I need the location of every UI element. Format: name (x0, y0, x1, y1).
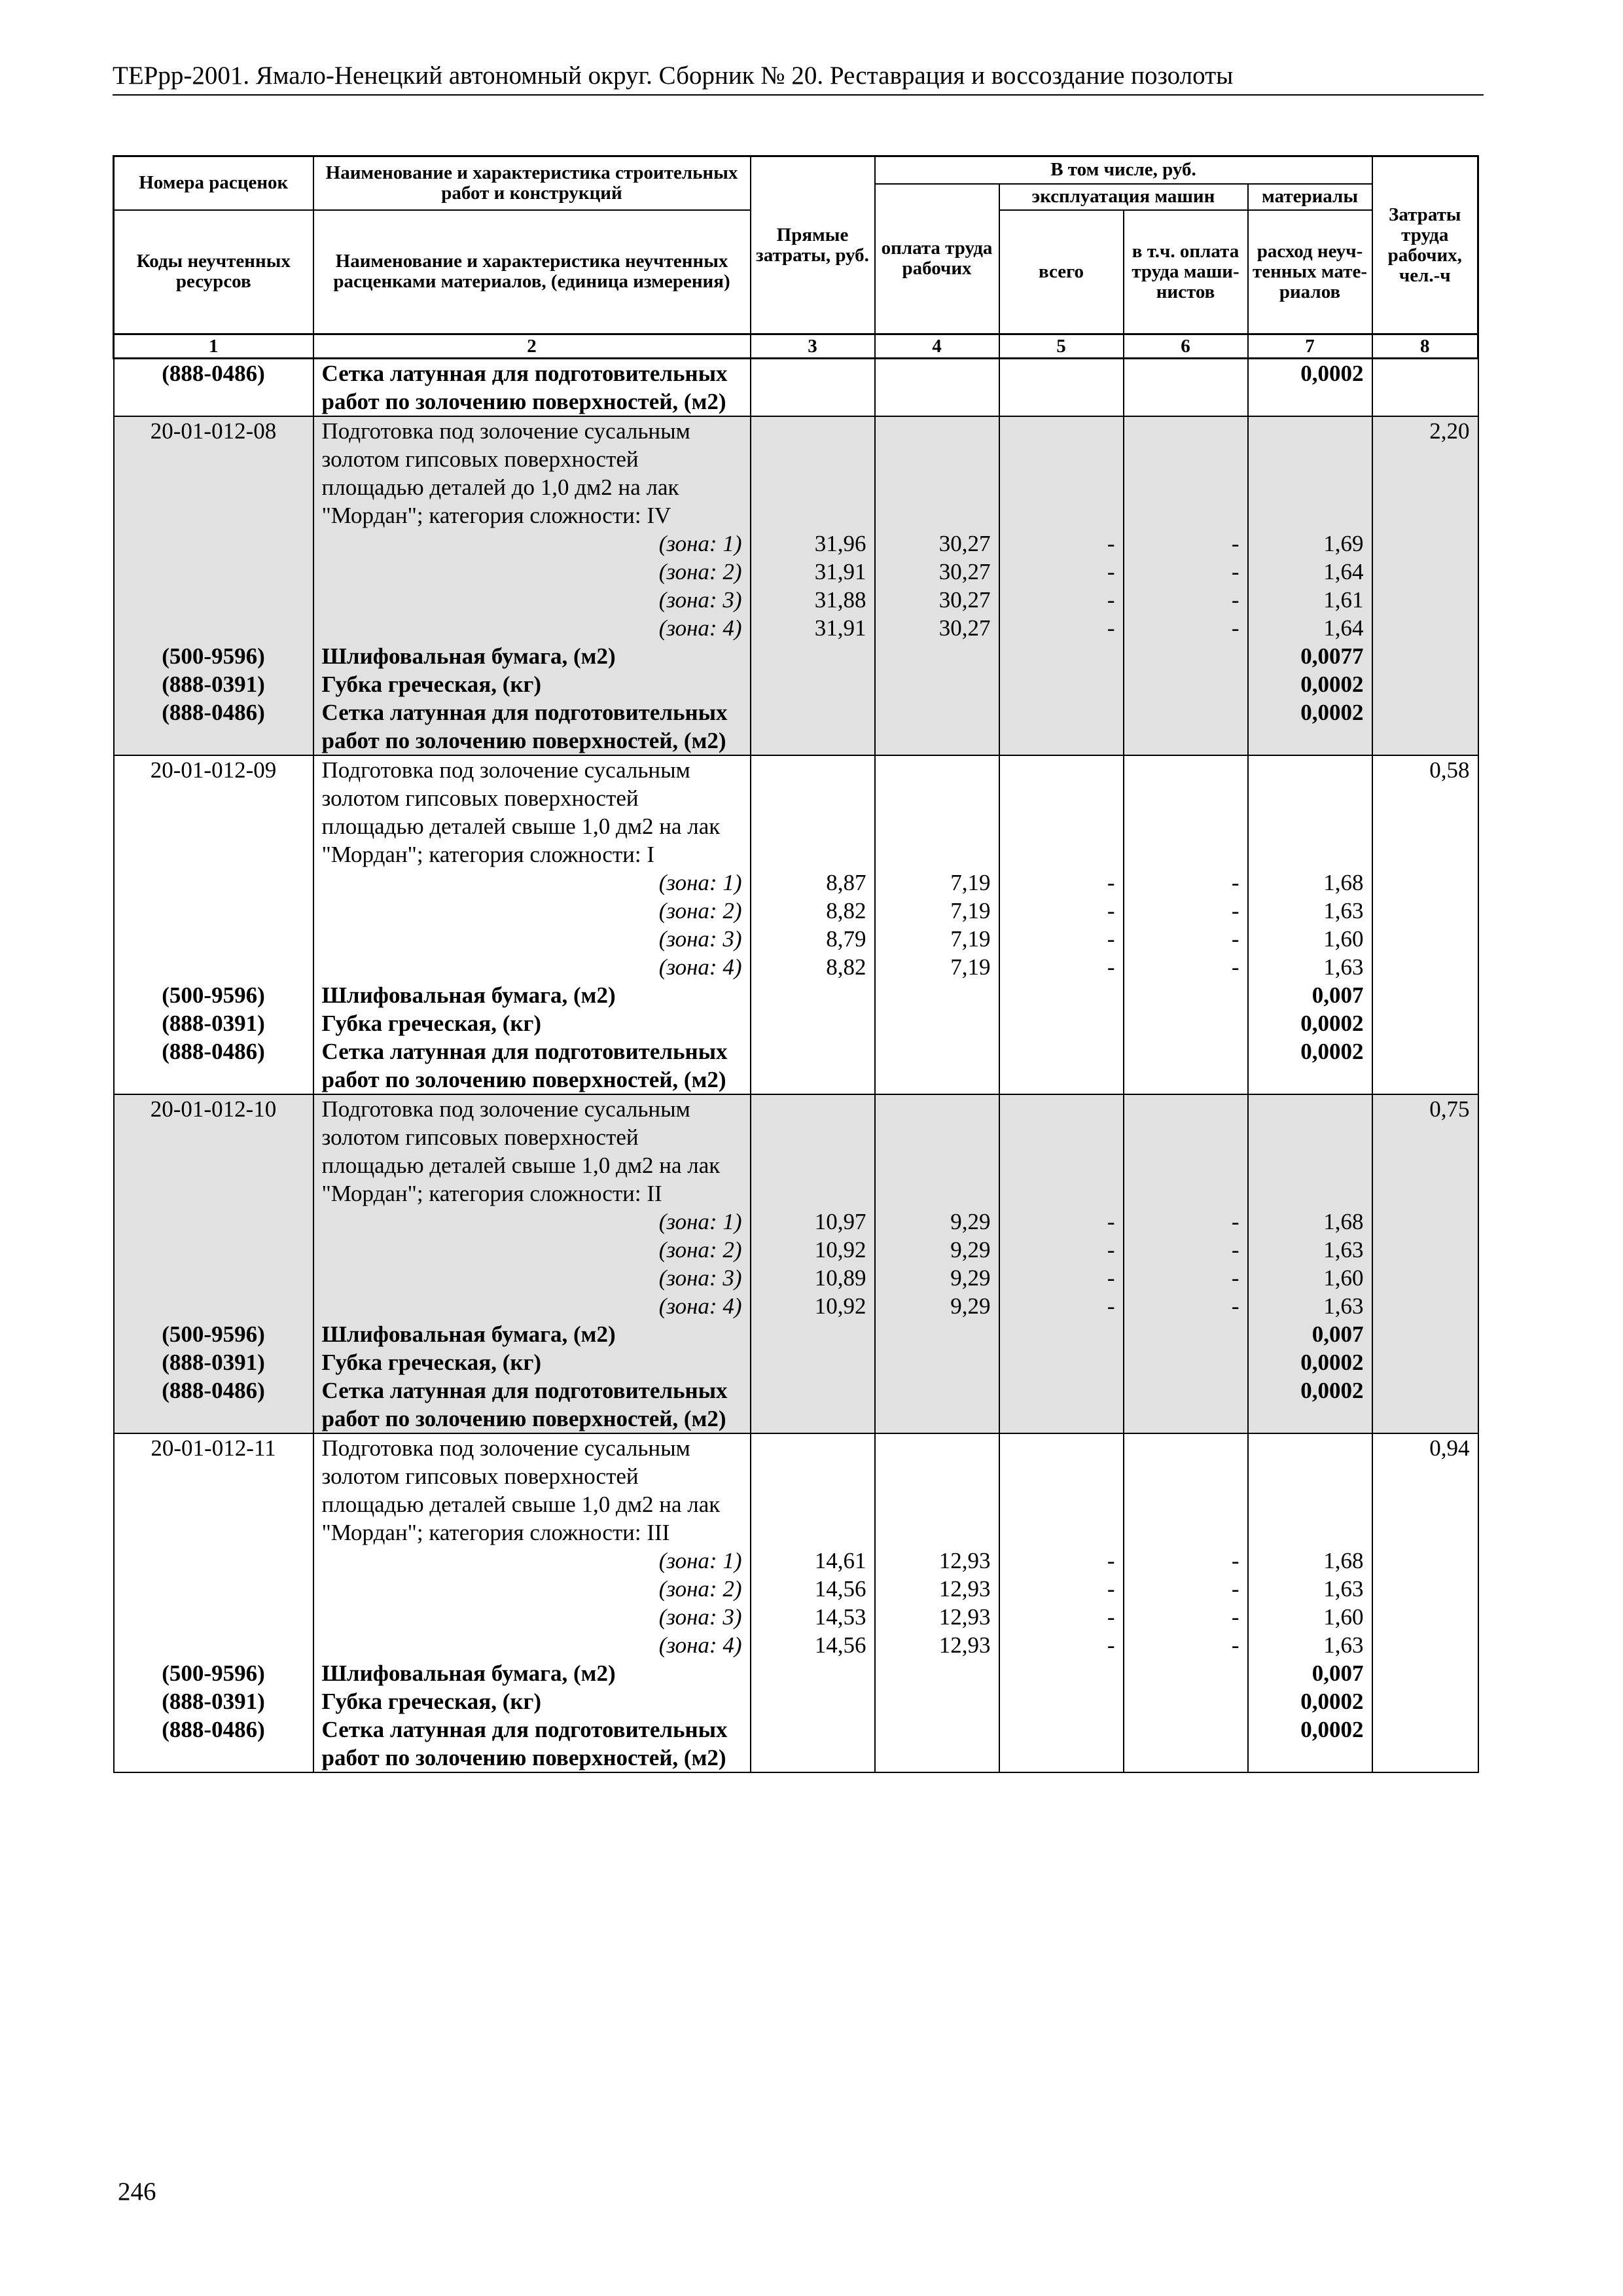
resource-name: Сетка латунная для подготовительных работ по золочению поверхностей, (м2) (313, 1037, 751, 1094)
column-number: 3 (751, 334, 875, 359)
rates-table (113, 155, 1479, 1773)
rate-block (114, 755, 1478, 1094)
resource-consumption: 0,0002 (1248, 698, 1372, 755)
direct-costs: 10,92 (751, 1236, 875, 1264)
materials-cost: 1,63 (1248, 1631, 1372, 1659)
direct-costs: 14,56 (751, 1631, 875, 1659)
column-number: 4 (875, 334, 999, 359)
labor-costs: 0,94 (1372, 1433, 1478, 1547)
rate-name: Подготовка под золочение сусальным золотом гипсовых поверхностей площадью деталей свыше 1,0 дм2 на лак "Мордан"; категория сложности: II (313, 1094, 751, 1208)
operator-pay: - (1124, 586, 1248, 614)
resource-code: (888-0391) (114, 1348, 313, 1376)
operator-pay: - (1124, 1547, 1248, 1575)
header-material-consumption: расход неуч-тенных мате-риалов (1248, 210, 1372, 334)
header-work-name: Наименование и характеристика строительных работ и конструкций (313, 156, 751, 210)
direct-costs: 8,82 (751, 897, 875, 925)
operator-pay: - (1124, 1236, 1248, 1264)
resource-code: (888-0486) (114, 1715, 313, 1772)
direct-costs: 14,53 (751, 1603, 875, 1631)
zone-label: (зона: 3) (313, 1264, 751, 1292)
rate-code: 20-01-012-09 (114, 755, 313, 869)
zone-row (114, 1547, 1478, 1575)
resource-row (114, 1715, 1478, 1772)
resource-consumption: 0,0002 (1248, 1715, 1372, 1772)
materials-cost: 1,69 (1248, 529, 1372, 558)
machine-total: - (999, 1264, 1124, 1292)
machine-total: - (999, 529, 1124, 558)
zone-row (114, 1236, 1478, 1264)
rate-row (114, 755, 1478, 869)
resource-name: Сетка латунная для подготовительных работ по золочению поверхностей, (м2) (313, 359, 751, 417)
resource-consumption: 0,007 (1248, 1320, 1372, 1348)
zone-row (114, 953, 1478, 981)
materials-cost: 1,68 (1248, 1547, 1372, 1575)
resource-consumption: 0,0077 (1248, 642, 1372, 670)
operator-pay: - (1124, 897, 1248, 925)
resource-row (114, 1687, 1478, 1715)
column-number: 1 (114, 334, 313, 359)
table-header (114, 156, 1478, 359)
materials-cost: 1,63 (1248, 953, 1372, 981)
materials-cost: 1,64 (1248, 558, 1372, 586)
zone-label: (зона: 2) (313, 897, 751, 925)
rate-row (114, 1433, 1478, 1547)
rate-block (114, 1094, 1478, 1433)
resource-code: (500-9596) (114, 1320, 313, 1348)
resource-row (114, 642, 1478, 670)
zone-row (114, 869, 1478, 897)
machine-total: - (999, 614, 1124, 642)
operator-pay: - (1124, 1603, 1248, 1631)
operator-pay: - (1124, 529, 1248, 558)
zone-row (114, 1292, 1478, 1320)
machine-total: - (999, 1547, 1124, 1575)
zone-label: (зона: 1) (313, 1547, 751, 1575)
zone-row (114, 925, 1478, 953)
worker-pay: 12,93 (875, 1575, 999, 1603)
worker-pay: 12,93 (875, 1603, 999, 1631)
zone-label: (зона: 2) (313, 558, 751, 586)
resource-name: Шлифовальная бумага, (м2) (313, 981, 751, 1009)
resource-consumption: 0,0002 (1248, 1687, 1372, 1715)
zone-row (114, 586, 1478, 614)
materials-cost: 1,60 (1248, 1264, 1372, 1292)
direct-costs: 10,92 (751, 1292, 875, 1320)
operator-pay: - (1124, 869, 1248, 897)
resource-code: (888-0391) (114, 1009, 313, 1037)
operator-pay: - (1124, 1292, 1248, 1320)
zone-row (114, 1208, 1478, 1236)
rate-block (114, 416, 1478, 755)
resource-code: (500-9596) (114, 642, 313, 670)
rate-name: Подготовка под золочение сусальным золотом гипсовых поверхностей площадью деталей свыше 1,0 дм2 на лак "Мордан"; категория сложности: I (313, 755, 751, 869)
worker-pay: 30,27 (875, 586, 999, 614)
resource-name: Сетка латунная для подготовительных работ по золочению поверхностей, (м2) (313, 698, 751, 755)
machine-total: - (999, 1575, 1124, 1603)
resource-name: Сетка латунная для подготовительных работ по золочению поверхностей, (м2) (313, 1715, 751, 1772)
direct-costs: 8,82 (751, 953, 875, 981)
column-number: 5 (999, 334, 1124, 359)
worker-pay: 7,19 (875, 953, 999, 981)
resource-row (114, 1659, 1478, 1687)
worker-pay: 7,19 (875, 897, 999, 925)
resource-consumption: 0,0002 (1248, 1009, 1372, 1037)
resource-code: (500-9596) (114, 1659, 313, 1687)
zone-row (114, 1575, 1478, 1603)
machine-total: - (999, 1603, 1124, 1631)
resource-row (114, 359, 1478, 417)
rate-row (114, 416, 1478, 529)
labor-costs: 2,20 (1372, 416, 1478, 529)
rate-block (114, 1433, 1478, 1772)
resource-row (114, 1348, 1478, 1376)
header-material-name: Наименование и характеристика неучтенных расценками материалов, (единица измерения) (313, 210, 751, 334)
operator-pay: - (1124, 1264, 1248, 1292)
rate-code: 20-01-012-08 (114, 416, 313, 529)
direct-costs: 14,61 (751, 1547, 875, 1575)
resource-code: (888-0486) (114, 1037, 313, 1094)
zone-row (114, 1631, 1478, 1659)
resource-row (114, 1376, 1478, 1433)
header-materials: материалы (1248, 184, 1372, 210)
zone-row (114, 529, 1478, 558)
worker-pay: 30,27 (875, 614, 999, 642)
zone-label: (зона: 4) (313, 1292, 751, 1320)
zone-label: (зона: 4) (313, 1631, 751, 1659)
header-operator-pay: в т.ч. оплата труда маши-нистов (1124, 210, 1248, 334)
rate-code: 20-01-012-10 (114, 1094, 313, 1208)
resource-consumption: 0,0002 (1248, 1348, 1372, 1376)
rate-code: 20-01-012-11 (114, 1433, 313, 1547)
resource-code: (888-0486) (114, 698, 313, 755)
resource-row (114, 670, 1478, 698)
resource-consumption: 0,0002 (1248, 359, 1372, 417)
direct-costs: 8,87 (751, 869, 875, 897)
resource-consumption: 0,0002 (1248, 1037, 1372, 1094)
direct-costs: 10,97 (751, 1208, 875, 1236)
operator-pay: - (1124, 925, 1248, 953)
machine-total: - (999, 869, 1124, 897)
resource-name: Губка греческая, (кг) (313, 1009, 751, 1037)
rate-row (114, 1094, 1478, 1208)
materials-cost: 1,68 (1248, 869, 1372, 897)
zone-label: (зона: 3) (313, 925, 751, 953)
materials-cost: 1,63 (1248, 1575, 1372, 1603)
resource-consumption: 0,007 (1248, 1659, 1372, 1687)
labor-costs: 0,75 (1372, 1094, 1478, 1208)
operator-pay: - (1124, 1575, 1248, 1603)
column-number: 8 (1372, 334, 1478, 359)
resource-name: Губка греческая, (кг) (313, 1687, 751, 1715)
worker-pay: 7,19 (875, 925, 999, 953)
materials-cost: 1,64 (1248, 614, 1372, 642)
zone-label: (зона: 3) (313, 586, 751, 614)
direct-costs: 31,96 (751, 529, 875, 558)
zone-label: (зона: 1) (313, 1208, 751, 1236)
resource-row (114, 1320, 1478, 1348)
zone-label: (зона: 4) (313, 614, 751, 642)
resource-name: Шлифовальная бумага, (м2) (313, 642, 751, 670)
machine-total: - (999, 1236, 1124, 1264)
operator-pay: - (1124, 558, 1248, 586)
direct-costs: 31,88 (751, 586, 875, 614)
header-rate-numbers: Номера расценок (114, 156, 313, 210)
resource-code: (888-0486) (114, 1376, 313, 1433)
direct-costs: 14,56 (751, 1575, 875, 1603)
resource-name: Шлифовальная бумага, (м2) (313, 1659, 751, 1687)
resource-name: Сетка латунная для подготовительных работ по золочению поверхностей, (м2) (313, 1376, 751, 1433)
header-direct-costs: Прямые затраты, руб. (751, 156, 875, 334)
zone-row (114, 1603, 1478, 1631)
column-numbers-row (114, 334, 1478, 359)
worker-pay: 9,29 (875, 1236, 999, 1264)
header-labor-costs: Затраты труда рабочих, чел.-ч (1372, 156, 1478, 334)
operator-pay: - (1124, 1631, 1248, 1659)
worker-pay: 12,93 (875, 1631, 999, 1659)
worker-pay: 9,29 (875, 1208, 999, 1236)
direct-costs: 8,79 (751, 925, 875, 953)
zone-row (114, 614, 1478, 642)
column-number: 7 (1248, 334, 1372, 359)
column-number: 2 (313, 334, 751, 359)
zone-row (114, 897, 1478, 925)
worker-pay: 12,93 (875, 1547, 999, 1575)
operator-pay: - (1124, 614, 1248, 642)
resource-row (114, 981, 1478, 1009)
header-resource-codes: Коды неучтенных ресурсов (114, 210, 313, 334)
machine-total: - (999, 1292, 1124, 1320)
zone-row (114, 558, 1478, 586)
machine-total: - (999, 953, 1124, 981)
direct-costs: 31,91 (751, 558, 875, 586)
machine-total: - (999, 897, 1124, 925)
machine-total: - (999, 586, 1124, 614)
zone-label: (зона: 2) (313, 1236, 751, 1264)
header-worker-pay: оплата труда рабочих (875, 184, 999, 334)
direct-costs: 10,89 (751, 1264, 875, 1292)
worker-pay: 7,19 (875, 869, 999, 897)
resource-name: Губка греческая, (кг) (313, 670, 751, 698)
page-number: 246 (118, 2178, 156, 2206)
machine-total: - (999, 1208, 1124, 1236)
zone-label: (зона: 4) (313, 953, 751, 981)
materials-cost: 1,60 (1248, 925, 1372, 953)
page-header: ТЕРрр-2001. Ямало-Ненецкий автономный округ. Сборник № 20. Реставрация и воссоздание позолоты (113, 60, 1484, 96)
zone-label: (зона: 2) (313, 1575, 751, 1603)
column-number: 6 (1124, 334, 1248, 359)
direct-costs: 31,91 (751, 614, 875, 642)
resource-consumption: 0,007 (1248, 981, 1372, 1009)
materials-cost: 1,63 (1248, 1292, 1372, 1320)
machine-total: - (999, 925, 1124, 953)
zone-label: (зона: 1) (313, 869, 751, 897)
resource-row (114, 1037, 1478, 1094)
carryover-block (114, 359, 1478, 417)
machine-total: - (999, 558, 1124, 586)
rate-name: Подготовка под золочение сусальным золотом гипсовых поверхностей площадью деталей свыше 1,0 дм2 на лак "Мордан"; категория сложности: III (313, 1433, 751, 1547)
worker-pay: 30,27 (875, 529, 999, 558)
header-machine-total: всего (999, 210, 1124, 334)
resource-consumption: 0,0002 (1248, 670, 1372, 698)
header-including: В том числе, руб. (875, 156, 1372, 184)
zone-row (114, 1264, 1478, 1292)
resource-name: Губка греческая, (кг) (313, 1348, 751, 1376)
resource-code: (500-9596) (114, 981, 313, 1009)
worker-pay: 9,29 (875, 1292, 999, 1320)
labor-costs: 0,58 (1372, 755, 1478, 869)
resource-code: (888-0391) (114, 1687, 313, 1715)
resource-row (114, 1009, 1478, 1037)
materials-cost: 1,68 (1248, 1208, 1372, 1236)
worker-pay: 9,29 (875, 1264, 999, 1292)
materials-cost: 1,63 (1248, 897, 1372, 925)
resource-consumption: 0,0002 (1248, 1376, 1372, 1433)
rate-name: Подготовка под золочение сусальным золотом гипсовых поверхностей площадью деталей до 1,0 дм2 на лак "Мордан"; категория сложности: IV (313, 416, 751, 529)
zone-label: (зона: 3) (313, 1603, 751, 1631)
materials-cost: 1,60 (1248, 1603, 1372, 1631)
resource-row (114, 698, 1478, 755)
resource-name: Шлифовальная бумага, (м2) (313, 1320, 751, 1348)
operator-pay: - (1124, 1208, 1248, 1236)
resource-code: (888-0486) (114, 359, 313, 417)
materials-cost: 1,61 (1248, 586, 1372, 614)
materials-cost: 1,63 (1248, 1236, 1372, 1264)
machine-total: - (999, 1631, 1124, 1659)
header-machine-operation: эксплуатация машин (999, 184, 1248, 210)
zone-label: (зона: 1) (313, 529, 751, 558)
resource-code: (888-0391) (114, 670, 313, 698)
worker-pay: 30,27 (875, 558, 999, 586)
operator-pay: - (1124, 953, 1248, 981)
